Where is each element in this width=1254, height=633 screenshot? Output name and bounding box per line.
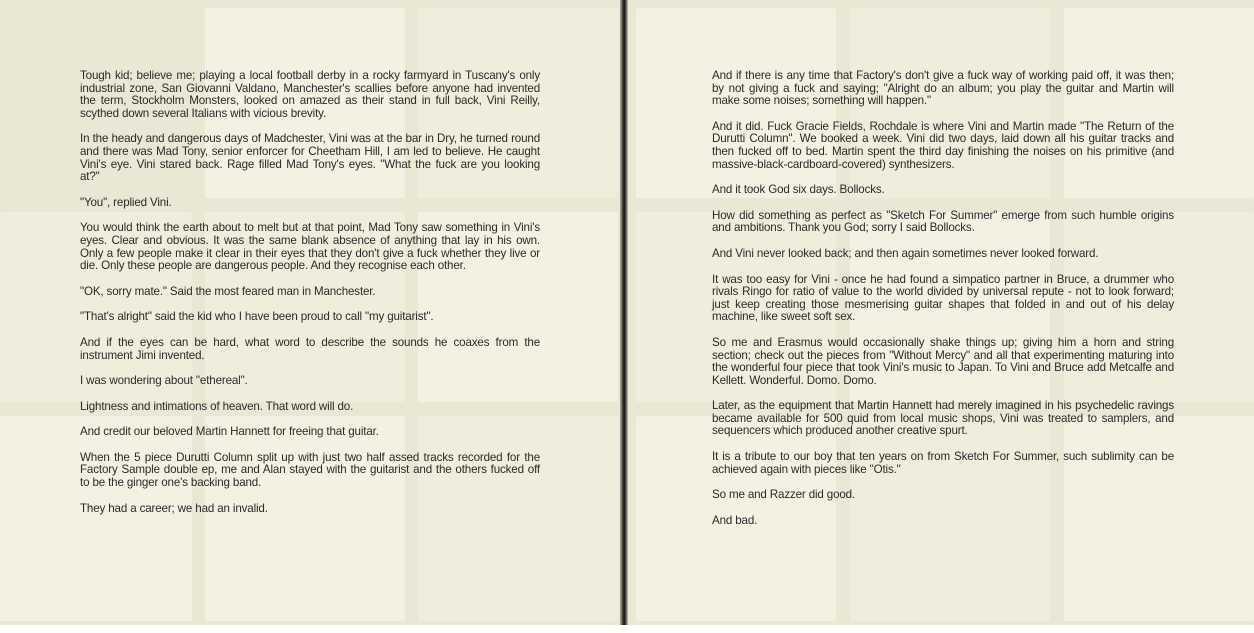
page-bottom-edge [0,625,1254,633]
paragraph: And bad. [712,513,758,527]
paragraph: I was wondering about "ethereal". [80,374,248,388]
paragraph: When the 5 piece Durutti Column split up with just two half assed tracks recorded for the Factory Sample double ep, me and Alan stayed with the guitarist and the others fucked off to be the ginger one's backing band. [80,450,540,490]
paragraph: They had a career; we had an invalid. [80,501,268,515]
paragraph: Tough kid; believe me; playing a local football derby in a rocky farmyard in Tuscany's only industrial zone, San Giovanni Valdano, Manchester's scallies before anyone had invented the term, Stockholm Monsters, looked on amazed as their stand in full back, Vini Reilly, scythed down several Italians with vicious brevity. [80,69,540,120]
paragraph: And it took God six days. Bollocks. [712,183,885,197]
paragraph: How did something as perfect as "Sketch For Summer" emerge from such humble origins and ambitions. Thank you God; sorry I said Bollocks. [712,208,1174,235]
paragraph: And if there is any time that Factory's don't give a fuck way of working paid off, it was then; by not giving a fuck and saying; "Alright do an album; you play the guitar and Martin will make some noises; something will happen." [712,69,1174,108]
right-text-column [712,70,1174,540]
left-page [0,0,620,633]
right-page [628,0,1254,633]
paragraph: So me and Erasmus would occasionally shake things up; giving him a horn and string section; check out the pieces from "Without Mercy" and all that experimenting maturing into the wonderful four piece that took Vini's music to Japan. To Vini and Bruce add Metcalfe and Kellett. Wonderful. Domo. Domo. [712,335,1174,387]
paragraph: Later, as the equipment that Martin Hannett had merely imagined in his psychedelic ravings became available for 500 quid from local music shops, Vini was treated to samplers, and sequencers which produced another creative spurt. [712,399,1174,438]
paragraph: Lightness and intimations of heaven. That word will do. [80,399,354,413]
paragraph: And Vini never looked back; and then again sometimes never looked forward. [712,246,1099,260]
paragraph: "OK, sorry mate." Said the most feared man in Manchester. [80,284,376,298]
paragraph: It was too easy for Vini - once he had found a simpatico partner in Bruce, a drummer who rivals Ringo for ratio of value to the world divided by universal repute - not to look forward; just keep creating those mesmerising guitar shapes that folded in and out of his delay machine, like sweet soft sex. [712,272,1174,324]
paragraph: And credit our beloved Martin Hannett for freeing that guitar. [80,425,379,439]
paragraph: In the heady and dangerous days of Madchester, Vini was at the bar in Dry, he turned round and there was Mad Tony, senior enforcer for Cheetham Hill, I am led to believe. He caught Vini's eye. Vini stared back. Rage filled Mad Tony's eyes. "What the fuck are you looking at?" [80,132,540,184]
left-text-column [80,70,540,528]
paragraph: It is a tribute to our boy that ten years on from Sketch For Summer, such sublimity can be achieved again with pieces like "Otis." [712,450,1174,476]
paragraph: "You", replied Vini. [80,195,172,209]
paragraph: You would think the earth about to melt but at that point, Mad Tony saw something in Vini's eyes. Clear and obvious. It was the same blank absence of anything that lay in his own. Only a few people make it clear in their eyes that they don't give a fuck whether they live or die. Only these people are dangerous people. And they recognise each other. [80,221,540,273]
paragraph: "That's alright" said the kid who I have been proud to call "my guitarist". [80,310,434,324]
paragraph: So me and Razzer did good. [712,488,856,502]
paragraph: And it did. Fuck Gracie Fields, Rochdale is where Vini and Martin made "The Return of the Durutti Column". We booked a week. Vini did two days, laid down all his guitar tracks and then fucked off to bed. Martin spent the third day finishing the noises on his primitive (and massive-black-cardboard-covered) synthesizers. [712,119,1174,171]
paragraph: And if the eyes can be hard, what word to describe the sounds he coaxes from the instrument Jimi invented. [80,335,540,362]
book-gutter [620,0,628,633]
